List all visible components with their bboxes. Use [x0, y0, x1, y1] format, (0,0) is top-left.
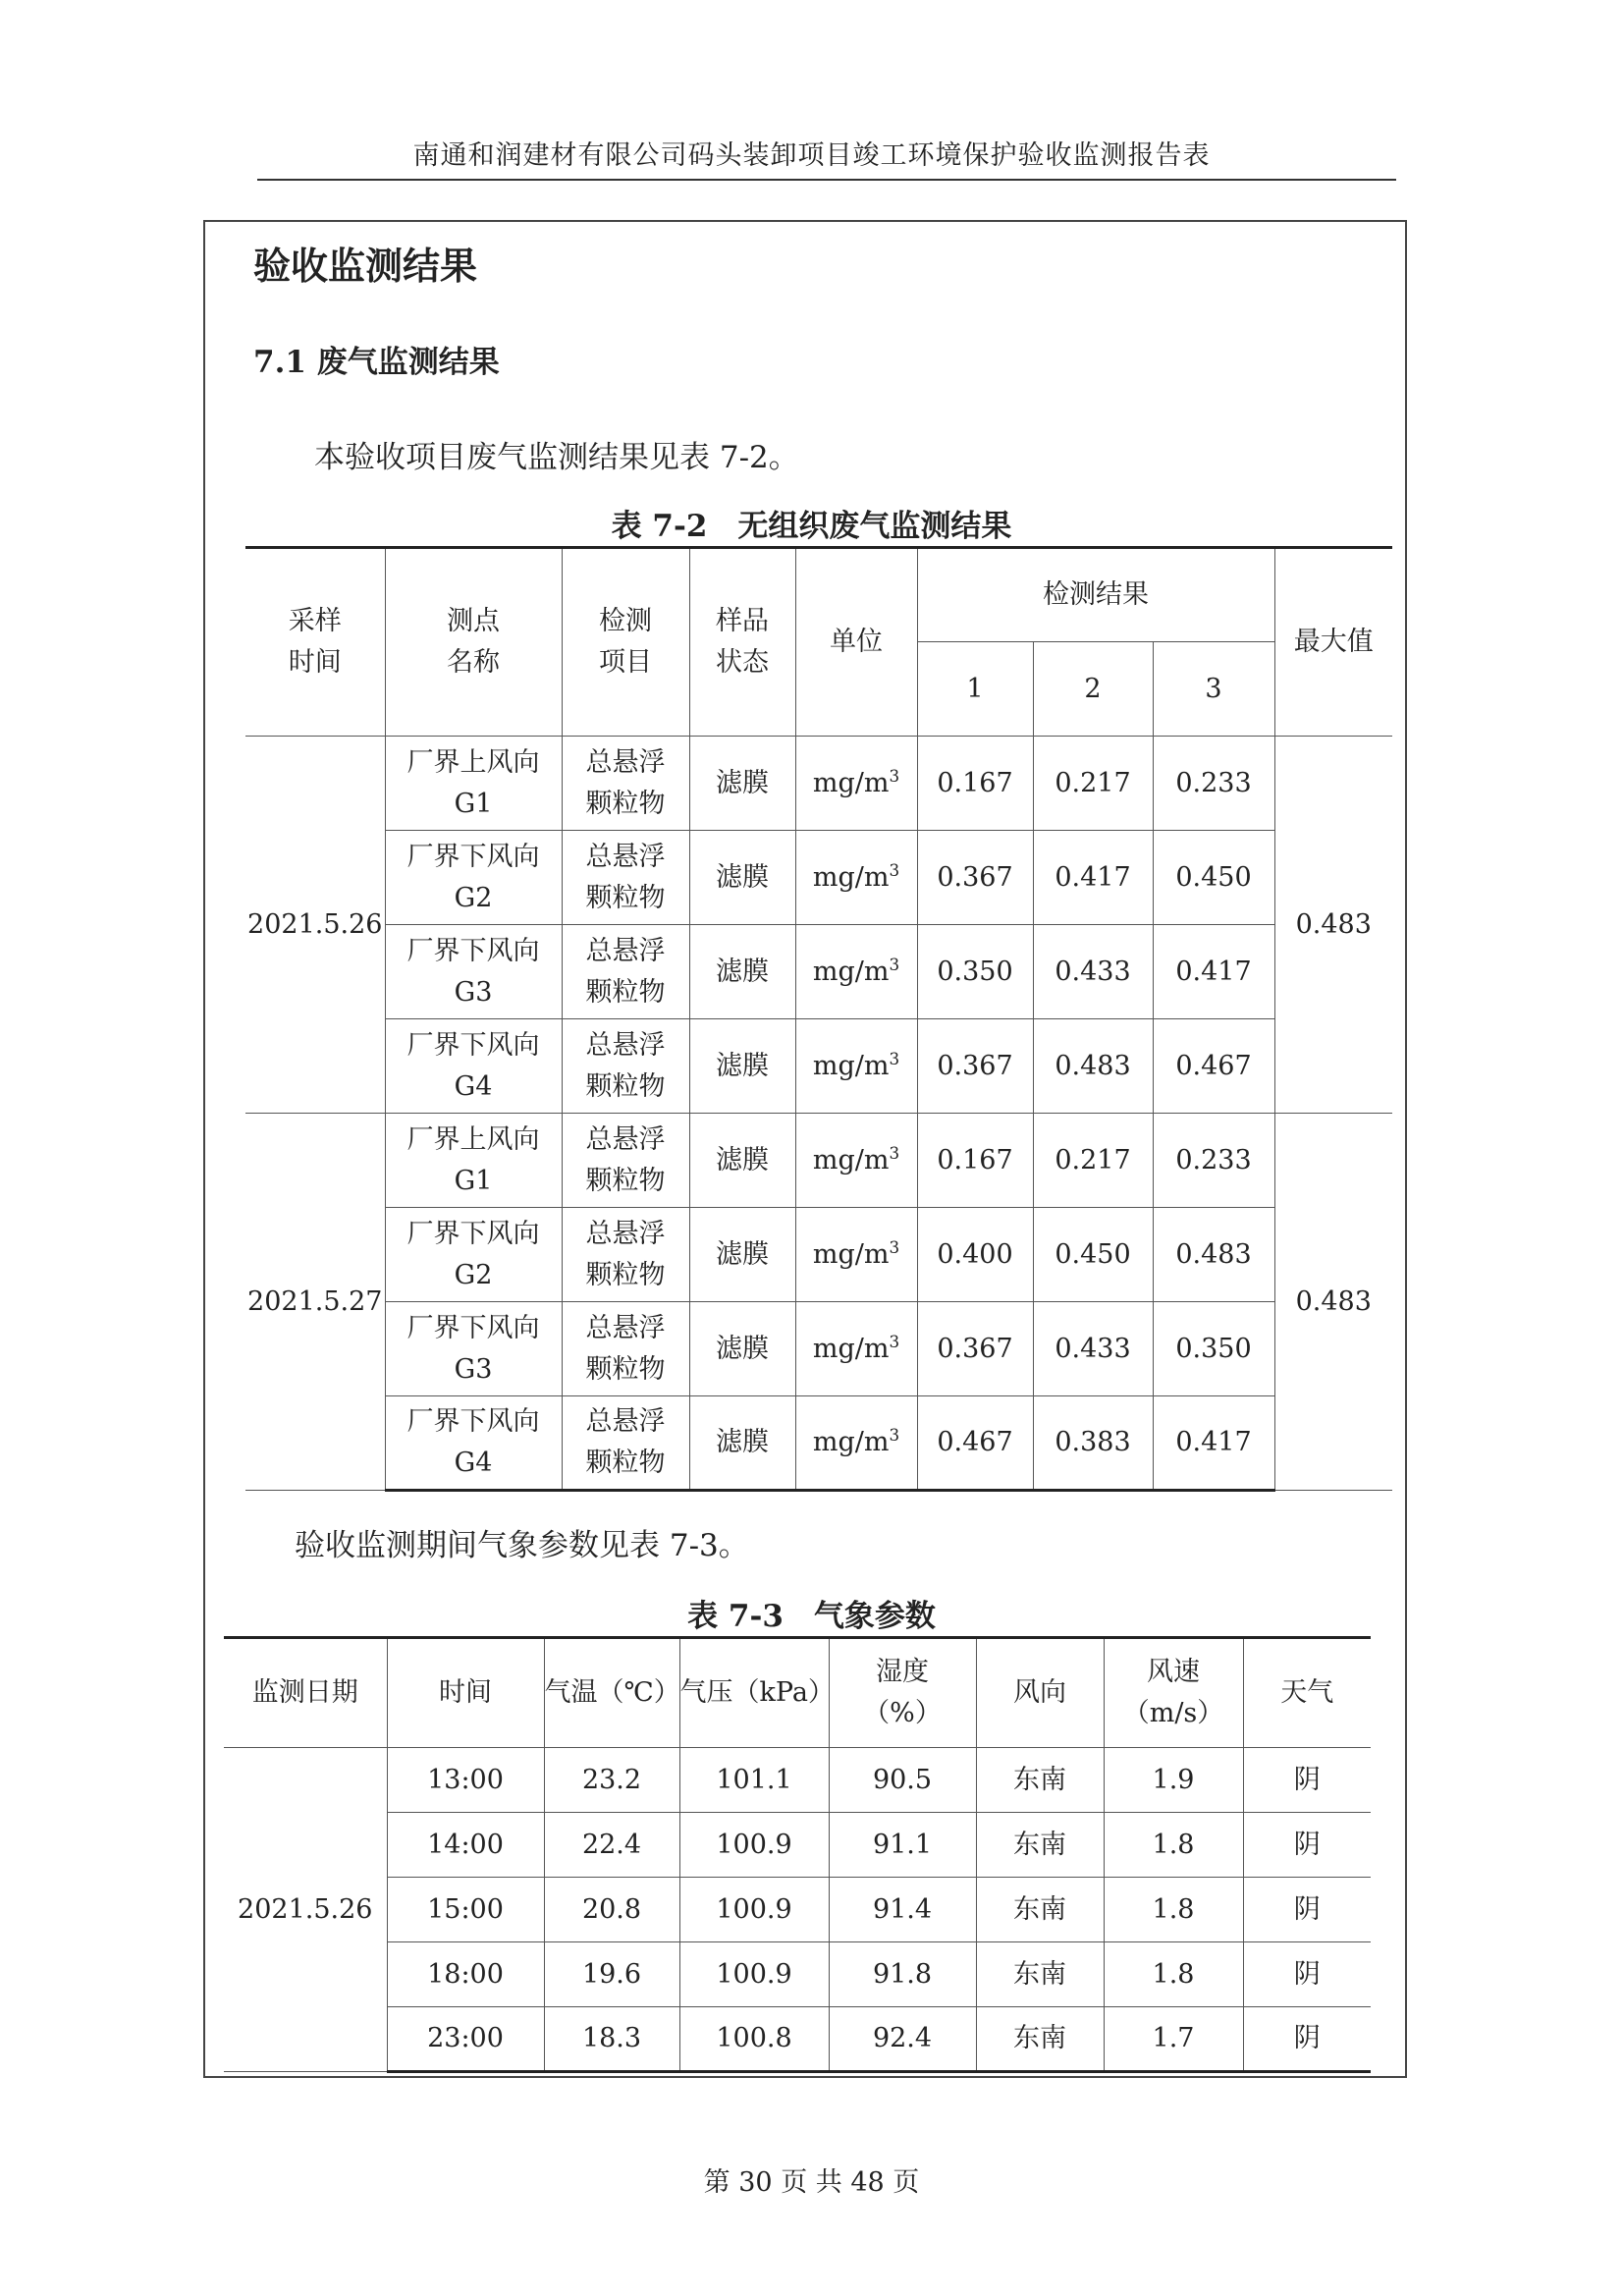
table-row [224, 1748, 1371, 1813]
unit-base: mg/m [812, 1050, 890, 1081]
page-header-title: 南通和润建材有限公司码头装卸项目竣工环境保护验收监测报告表 [412, 140, 1211, 171]
header-test-item: 检测 项目 [562, 548, 689, 737]
subsection-title: 7.1 废气监测结果 [253, 345, 500, 380]
unit-exponent: 3 [889, 1142, 900, 1163]
sample-state: 滤膜 [689, 1019, 795, 1114]
unit-exponent: 3 [889, 1331, 900, 1351]
humidity: 91.1 [829, 1813, 976, 1878]
time: 18:00 [387, 1942, 544, 2007]
unit-base: mg/m [812, 956, 890, 987]
header-weather: 天气 [1243, 1638, 1371, 1748]
table-row [245, 925, 1392, 1019]
point-name: 厂界下风向 G2 [385, 1208, 562, 1302]
header-monitor-date: 监测日期 [224, 1638, 387, 1748]
result-1: 0.167 [917, 1114, 1033, 1208]
unit-base: mg/m [812, 861, 890, 893]
weather: 阴 [1243, 1942, 1371, 2007]
unit [795, 1208, 917, 1302]
unit-exponent: 3 [889, 1425, 900, 1446]
temperature: 18.3 [544, 2007, 679, 2072]
unit [795, 1114, 917, 1208]
wind-speed: 1.8 [1104, 1813, 1243, 1878]
result-3: 0.467 [1153, 1019, 1274, 1114]
table-row [224, 1942, 1371, 2007]
unit-base: mg/m [812, 1144, 890, 1175]
point-name: 厂界下风向 G3 [385, 925, 562, 1019]
sample-state: 滤膜 [689, 1396, 795, 1491]
test-item: 总悬浮 颗粒物 [562, 1114, 689, 1208]
unit-base: mg/m [812, 1238, 890, 1270]
table-row [245, 831, 1392, 925]
result-1: 0.367 [917, 1019, 1033, 1114]
table-row [245, 737, 1392, 831]
humidity: 91.4 [829, 1878, 976, 1942]
unit [795, 831, 917, 925]
pressure: 100.9 [679, 1813, 829, 1878]
unit-exponent: 3 [889, 859, 900, 880]
test-item: 总悬浮 颗粒物 [562, 1019, 689, 1114]
paragraph-intro: 本验收项目废气监测结果见表 7-2。 [314, 440, 799, 475]
table-row [224, 1813, 1371, 1878]
page-footer: 第 30 页 共 48 页 [703, 2167, 920, 2198]
point-name: 厂界上风向 G1 [385, 737, 562, 831]
wind-direction: 东南 [976, 1813, 1104, 1878]
result-2: 0.450 [1033, 1208, 1153, 1302]
test-item: 总悬浮 颗粒物 [562, 737, 689, 831]
sample-state: 滤膜 [689, 925, 795, 1019]
table-row [245, 1302, 1392, 1396]
table-row [224, 1878, 1371, 1942]
unit-exponent: 3 [889, 1048, 900, 1068]
sample-state: 滤膜 [689, 1114, 795, 1208]
sample-date: 2021.5.27 [245, 1114, 385, 1491]
test-item: 总悬浮 颗粒物 [562, 1302, 689, 1396]
table-row [245, 1208, 1392, 1302]
unit-exponent: 3 [889, 954, 900, 974]
weather: 阴 [1243, 1748, 1371, 1813]
paragraph-weather-intro: 验收监测期间气象参数见表 7-3。 [295, 1528, 749, 1563]
table-7-3 [224, 1636, 1371, 2073]
result-1: 0.367 [917, 1302, 1033, 1396]
header-max-value: 最大值 [1274, 548, 1392, 737]
test-item: 总悬浮 颗粒物 [562, 1208, 689, 1302]
point-name: 厂界下风向 G4 [385, 1019, 562, 1114]
temperature: 22.4 [544, 1813, 679, 1878]
time: 23:00 [387, 2007, 544, 2072]
humidity: 92.4 [829, 2007, 976, 2072]
result-3: 0.233 [1153, 737, 1274, 831]
header-temperature: 气温（℃） [544, 1638, 679, 1748]
weather: 阴 [1243, 2007, 1371, 2072]
result-2: 0.433 [1033, 1302, 1153, 1396]
unit [795, 737, 917, 831]
result-2: 0.217 [1033, 737, 1153, 831]
test-item: 总悬浮 颗粒物 [562, 925, 689, 1019]
header-result-1: 1 [917, 642, 1033, 737]
header-sample-state: 样品 状态 [689, 548, 795, 737]
result-1: 0.367 [917, 831, 1033, 925]
point-name: 厂界上风向 G1 [385, 1114, 562, 1208]
unit-exponent: 3 [889, 765, 900, 786]
unit-base: mg/m [812, 1333, 890, 1364]
wind-speed: 1.8 [1104, 1878, 1243, 1942]
pressure: 100.8 [679, 2007, 829, 2072]
header-result-3: 3 [1153, 642, 1274, 737]
table-row [245, 1114, 1392, 1208]
time: 14:00 [387, 1813, 544, 1878]
header-wind-direction: 风向 [976, 1638, 1104, 1748]
unit-exponent: 3 [889, 1236, 900, 1257]
result-3: 0.417 [1153, 1396, 1274, 1491]
header-time: 时间 [387, 1638, 544, 1748]
humidity: 90.5 [829, 1748, 976, 1813]
table-7-2-caption: 表 7-2 无组织废气监测结果 [611, 509, 1012, 544]
unit-base: mg/m [812, 767, 890, 798]
wind-direction: 东南 [976, 2007, 1104, 2072]
monitor-date: 2021.5.26 [224, 1748, 387, 2072]
header-sample-time: 采样 时间 [245, 548, 385, 737]
humidity: 91.8 [829, 1942, 976, 2007]
result-1: 0.167 [917, 737, 1033, 831]
table-row [224, 2007, 1371, 2072]
table-7-2 [245, 546, 1392, 1492]
wind-speed: 1.9 [1104, 1748, 1243, 1813]
unit [795, 1302, 917, 1396]
wind-direction: 东南 [976, 1748, 1104, 1813]
wind-speed: 1.8 [1104, 1942, 1243, 2007]
result-3: 0.350 [1153, 1302, 1274, 1396]
wind-speed: 1.7 [1104, 2007, 1243, 2072]
time: 13:00 [387, 1748, 544, 1813]
unit [795, 925, 917, 1019]
sample-state: 滤膜 [689, 1208, 795, 1302]
point-name: 厂界下风向 G4 [385, 1396, 562, 1491]
result-2: 0.383 [1033, 1396, 1153, 1491]
sample-state: 滤膜 [689, 737, 795, 831]
result-3: 0.233 [1153, 1114, 1274, 1208]
result-1: 0.350 [917, 925, 1033, 1019]
header-result-2: 2 [1033, 642, 1153, 737]
table-row [245, 1396, 1392, 1491]
unit [795, 1019, 917, 1114]
table-7-3-caption: 表 7-3 气象参数 [687, 1599, 936, 1634]
pressure: 101.1 [679, 1748, 829, 1813]
test-item: 总悬浮 颗粒物 [562, 831, 689, 925]
result-3: 0.483 [1153, 1208, 1274, 1302]
point-name: 厂界下风向 G3 [385, 1302, 562, 1396]
weather: 阴 [1243, 1813, 1371, 1878]
header-rule [257, 179, 1396, 181]
wind-direction: 东南 [976, 1942, 1104, 2007]
wind-direction: 东南 [976, 1878, 1104, 1942]
result-3: 0.417 [1153, 925, 1274, 1019]
header-test-result: 检测结果 [917, 548, 1274, 642]
unit [795, 1396, 917, 1491]
result-1: 0.400 [917, 1208, 1033, 1302]
unit-base: mg/m [812, 1427, 890, 1458]
header-pressure: 气压（kPa） [679, 1638, 829, 1748]
pressure: 100.9 [679, 1878, 829, 1942]
weather: 阴 [1243, 1878, 1371, 1942]
result-2: 0.433 [1033, 925, 1153, 1019]
result-2: 0.483 [1033, 1019, 1153, 1114]
result-3: 0.450 [1153, 831, 1274, 925]
max-value: 0.483 [1274, 737, 1392, 1114]
header-unit: 单位 [795, 548, 917, 737]
sample-state: 滤膜 [689, 831, 795, 925]
header-wind-speed: 风速 （m/s） [1104, 1638, 1243, 1748]
temperature: 23.2 [544, 1748, 679, 1813]
section-title: 验收监测结果 [253, 244, 478, 288]
header-humidity: 湿度 （%） [829, 1638, 976, 1748]
result-2: 0.217 [1033, 1114, 1153, 1208]
table-row [245, 1019, 1392, 1114]
max-value: 0.483 [1274, 1114, 1392, 1491]
header-point-name: 测点 名称 [385, 548, 562, 737]
temperature: 19.6 [544, 1942, 679, 2007]
test-item: 总悬浮 颗粒物 [562, 1396, 689, 1491]
pressure: 100.9 [679, 1942, 829, 2007]
result-2: 0.417 [1033, 831, 1153, 925]
result-1: 0.467 [917, 1396, 1033, 1491]
temperature: 20.8 [544, 1878, 679, 1942]
sample-state: 滤膜 [689, 1302, 795, 1396]
time: 15:00 [387, 1878, 544, 1942]
sample-date: 2021.5.26 [245, 737, 385, 1114]
point-name: 厂界下风向 G2 [385, 831, 562, 925]
